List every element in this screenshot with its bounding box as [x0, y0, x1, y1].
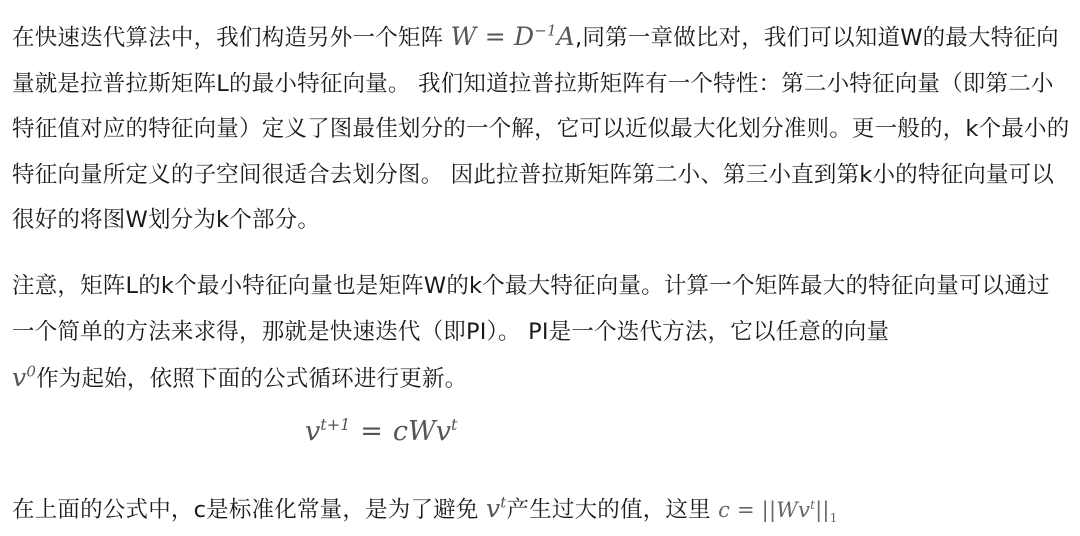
formula-d: D	[514, 22, 535, 51]
formula-equals: =	[476, 22, 515, 51]
norm-subscript: 1	[829, 511, 838, 526]
update-lhs: v	[305, 416, 321, 447]
update-rhs-exponent: t	[451, 415, 458, 434]
norm-lhs: c	[718, 498, 731, 522]
vector-v0	[12, 363, 36, 392]
paragraph-text: 注意，矩阵L的k个最小特征向量也是矩阵W的k个最大特征向量。计算一个矩阵最大的特征向量可以通过一个简单的方法来求得，那就是快速迭代（即PI）。 PI是一个迭代方法，它以任意的向量	[12, 273, 1050, 345]
norm-open-bars: ||	[761, 498, 777, 522]
paragraph-pi-method	[12, 264, 1072, 403]
norm-body: Wv	[776, 498, 811, 522]
paragraph-text: 作为起始，依照下面的公式循环进行更新。	[36, 366, 468, 392]
vt-exponent: t	[500, 493, 507, 512]
paragraph-text: 在快速迭代算法中，我们构造另外一个矩阵	[12, 25, 451, 51]
update-equals: =	[360, 416, 383, 447]
matrix-w-formula	[451, 22, 575, 51]
paragraph-text: 产生过大的值，这里	[506, 497, 719, 523]
formula-a: A	[556, 22, 576, 51]
formula-exponent: −1	[534, 21, 557, 40]
update-rhs: cWv	[392, 416, 452, 447]
paragraph-text: ,同第一章做比对，我们可以知道W的最大特征向量就是拉普拉斯矩阵L的最小特征向量。 我们知道拉普拉斯矩阵有一个特性：第二小特征向量（即第二小特征值对应的特征向量）定义了图最佳划分的一个解，它可以近似最大化划分准则。更一般的，k个最小的特征向量所定义的子空间很适合去划分图。 因此拉普拉斯矩阵第二小、第三小直到第k小的特征向量可以很好的将图W划分为k个部分。	[12, 25, 1070, 233]
vector-vt	[486, 494, 507, 523]
norm-close-bars: ||	[815, 498, 830, 522]
paragraph-power-iteration-intro	[12, 14, 1072, 244]
norm-exponent: t	[810, 498, 816, 512]
normalization-formula	[718, 498, 838, 526]
v0-exponent: 0	[26, 362, 37, 381]
update-formula	[305, 412, 457, 452]
vt-base: v	[485, 494, 501, 523]
v0-base: v	[12, 363, 27, 392]
update-lhs-exponent: t+1	[320, 415, 351, 434]
paragraph-text: 在上面的公式中，c是标准化常量，是为了避免	[12, 497, 486, 523]
norm-equals: =	[730, 498, 762, 522]
formula-lhs: W	[450, 22, 477, 51]
paragraph-normalization	[12, 486, 1072, 534]
